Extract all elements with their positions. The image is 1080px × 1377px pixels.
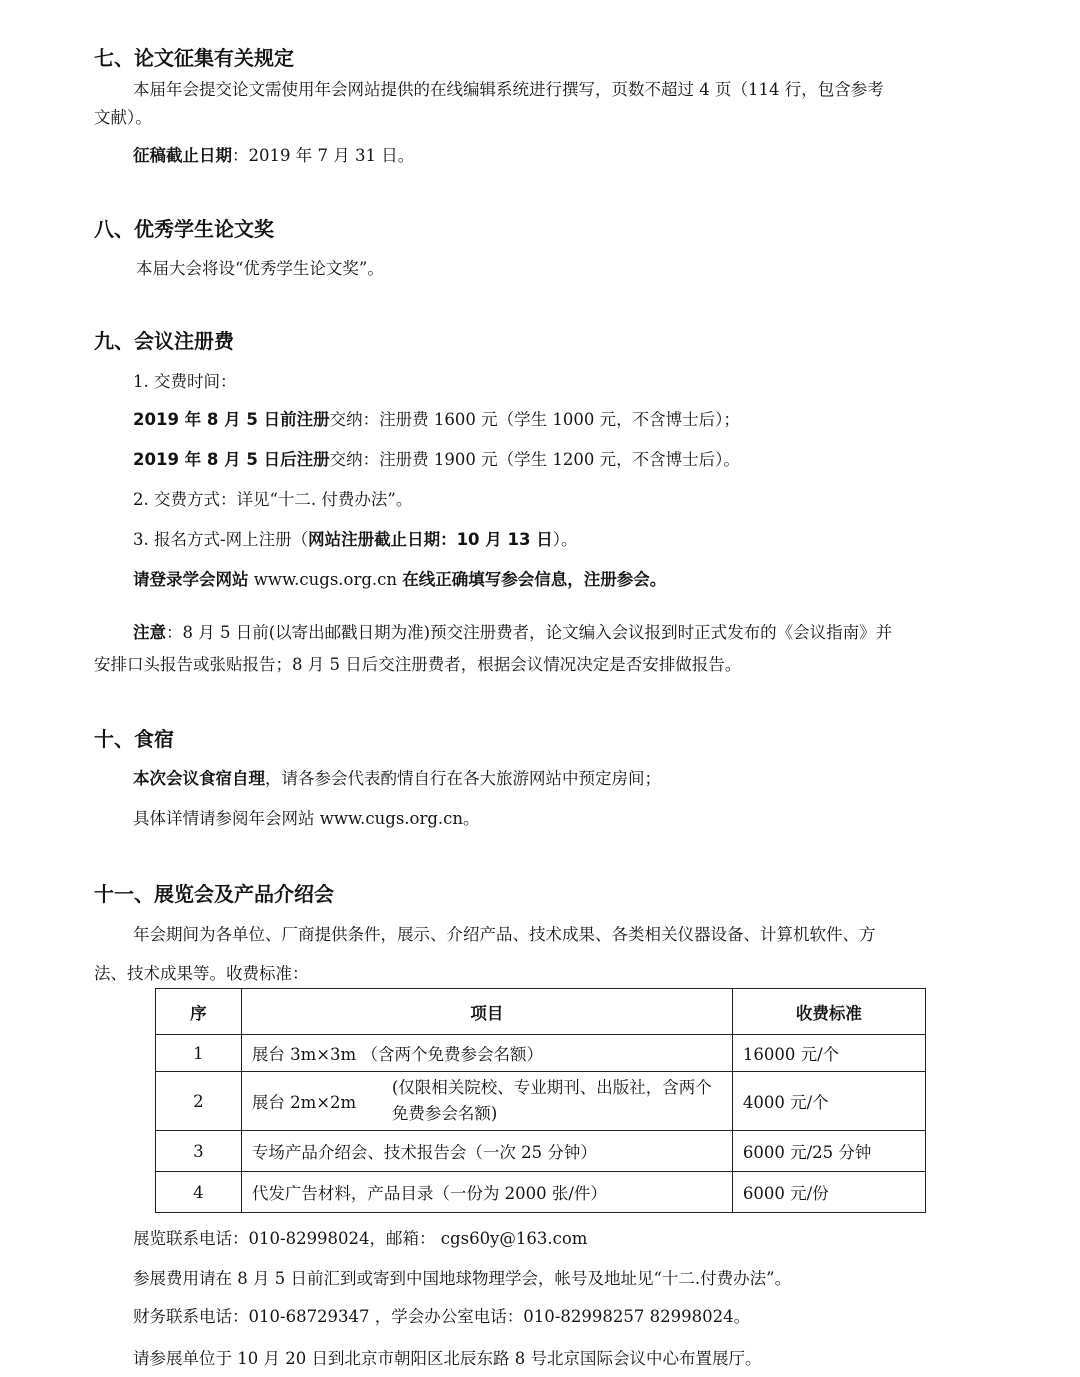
row-no: 1	[156, 1035, 242, 1072]
row-item-note: (仅限相关院校、专业期刊、出版社，含两个免费参会名额)	[391, 1078, 712, 1123]
table-row	[156, 1072, 926, 1131]
lodging-detail: ，请各参会代表酌情自行在各大旅游网站中预定房间；	[265, 769, 661, 788]
lodging-self-pay: 本次会议食宿自理	[133, 769, 265, 788]
row-fee: 6000 元/份	[732, 1172, 925, 1213]
early-registration-fee	[133, 406, 740, 430]
row-item: 专场产品介绍会、技术报告会（一次 25 分钟）	[241, 1131, 732, 1172]
row-no: 2	[156, 1072, 242, 1131]
deadline-label: 征稿截止日期	[133, 146, 232, 165]
late-registration-fee	[133, 446, 740, 470]
section-8-para: 本届大会将设“优秀学生论文奖”。	[136, 259, 384, 278]
section-10-heading: 十、食宿	[94, 727, 174, 751]
early-registration-detail: 交纳：注册费 1600 元（学生 1000 元，不含博士后）；	[329, 410, 740, 429]
note-text: ：8 月 5 日前(以寄出邮戳日期为准)预交注册费者，论文编入会议报到时正式发布的《会议指南》并	[166, 623, 893, 642]
table-header-row	[156, 989, 926, 1035]
exhibition-fee-table	[155, 988, 926, 1213]
row-item: 展台 3m×3m （含两个免费参会名额）	[241, 1035, 732, 1072]
row-no: 3	[156, 1131, 242, 1172]
col-header-fee: 收费标准	[732, 989, 925, 1035]
section-7-para-line2: 文献）。	[94, 108, 152, 127]
exhibition-payment: 参展费用请在 8 月 5 日前汇到或寄到中国地球物理学会，帐号及地址见“十二.付费办法”。	[133, 1269, 792, 1288]
item3-end: ）。	[552, 530, 578, 549]
section-8-heading: 八、优秀学生论文奖	[94, 217, 274, 241]
website-link[interactable]: www.cugs.org.cn	[248, 570, 403, 589]
col-header-no: 序	[156, 989, 242, 1035]
deadline-value: ：2019 年 7 月 31 日。	[232, 146, 415, 165]
finance-contact: 财务联系电话：010-68729347 ，学会办公室电话：010-82998257 82998024。	[133, 1307, 751, 1326]
table-row	[156, 1035, 926, 1072]
section-11-para-line1: 年会期间为各单位、厂商提供条件，展示、介绍产品、技术成果、各类相关仪器设备、计算机软件、方	[133, 925, 876, 944]
table-row	[156, 1172, 926, 1213]
note-line1	[133, 619, 892, 643]
col-header-item: 项目	[241, 989, 732, 1035]
submission-deadline	[133, 142, 414, 166]
login-suffix: 在线正确填写参会信息，注册参会。	[402, 570, 667, 589]
section-11-para-line2: 法、技术成果等。收费标准：	[94, 964, 309, 983]
section-7-para-line1: 本届年会提交论文需使用年会网站提供的在线编辑系统进行撰写，页数不超过 4 页（114 行，包含参考	[133, 80, 884, 99]
row-item-label: 展台 2m×2m	[251, 1093, 357, 1112]
row-item	[241, 1072, 732, 1131]
registration-deadline: 网站注册截止日期：10 月 13 日	[308, 530, 553, 549]
table-row	[156, 1131, 926, 1172]
row-item: 代发广告材料，产品目录（一份为 2000 张/件）	[241, 1172, 732, 1213]
late-registration-label: 2019 年 8 月 5 日后注册	[133, 450, 330, 469]
note-line2: 安排口头报告或张贴报告；8 月 5 日后交注册费者，根据会议情况决定是否安排做报告。	[94, 655, 742, 674]
note-label: 注意	[133, 623, 166, 642]
row-fee: 16000 元/个	[732, 1035, 925, 1072]
row-fee: 4000 元/个	[732, 1072, 925, 1131]
early-registration-label: 2019 年 8 月 5 日前注册	[133, 410, 330, 429]
section-9-heading: 九、会议注册费	[94, 329, 234, 353]
row-fee: 6000 元/25 分钟	[732, 1131, 925, 1172]
item3-text: 3. 报名方式-网上注册（	[133, 530, 309, 549]
fee-item-3	[133, 526, 577, 550]
fee-item-1: 1. 交费时间：	[133, 372, 237, 391]
section-7-heading: 七、论文征集有关规定	[94, 46, 294, 70]
exhibition-setup: 请参展单位于 10 月 20 日到北京市朝阳区北辰东路 8 号北京国际会议中心布置展厅。	[133, 1349, 762, 1368]
login-prefix: 请登录学会网站	[133, 570, 249, 589]
exhibition-contact: 展览联系电话：010-82998024，邮箱： cgs60y@163.com	[133, 1229, 588, 1248]
late-registration-detail: 交纳：注册费 1900 元（学生 1200 元，不含博士后）。	[329, 450, 740, 469]
section-11-heading: 十一、展览会及产品介绍会	[94, 882, 334, 906]
lodging-line2: 具体详情请参阅年会网站 www.cugs.org.cn。	[133, 809, 480, 828]
row-no: 4	[156, 1172, 242, 1213]
login-instruction	[133, 566, 666, 590]
fee-item-2: 2. 交费方式：详见“十二. 付费办法”。	[133, 490, 413, 509]
lodging-line1	[133, 765, 661, 789]
